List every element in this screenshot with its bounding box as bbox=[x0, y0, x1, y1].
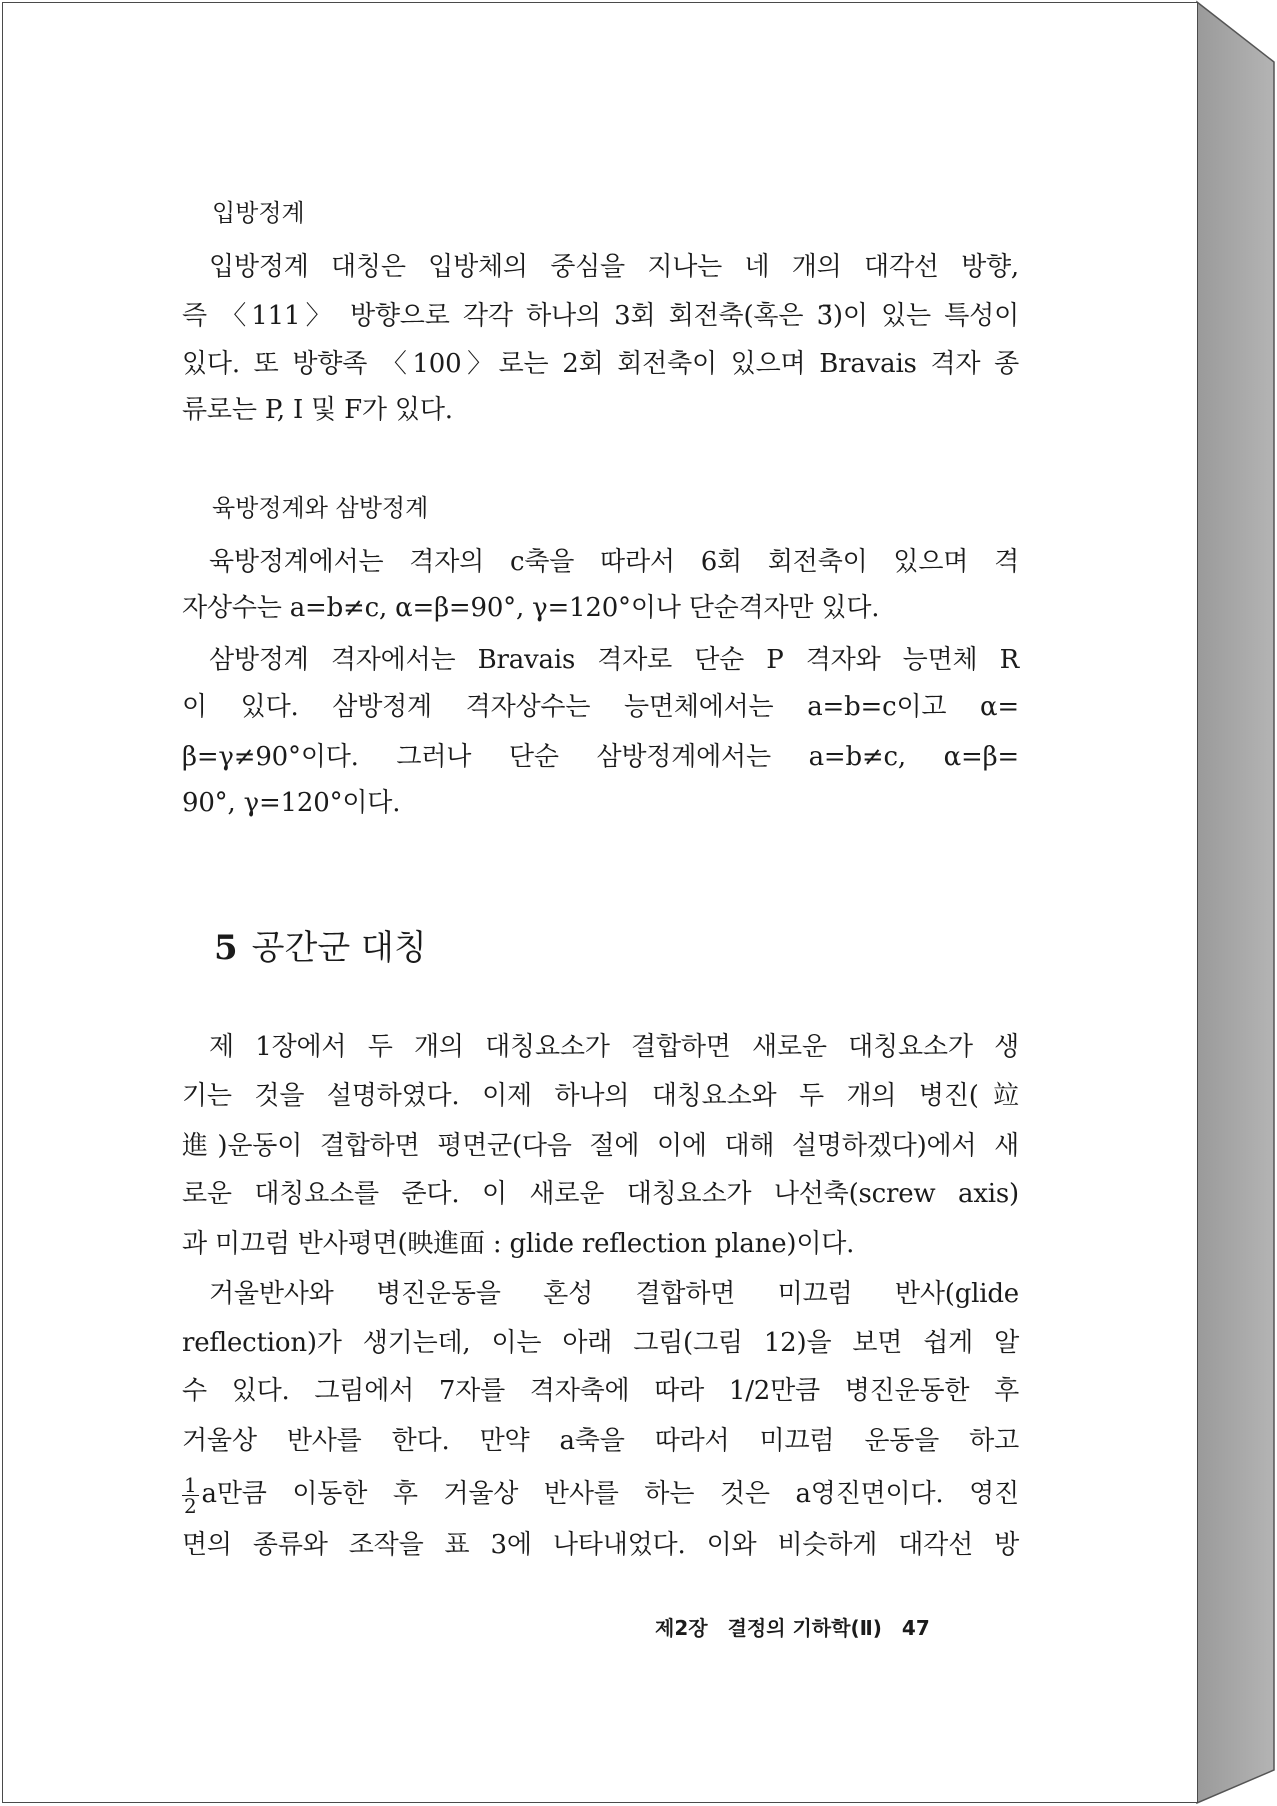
paragraph-line: 로운 대칭요소를 준다. 이 새로운 대칭요소가 나선축(screw axis) bbox=[182, 1179, 1019, 1209]
paragraph-line: 수 있다. 그림에서 7자를 격자축에 따라 1/2만큼 병진운동한 후 bbox=[182, 1376, 1019, 1406]
paragraph-line: 있다. 또 방향족 〈100〉로는 2회 회전축이 있으며 Bravais 격자 종 bbox=[182, 349, 1019, 379]
paragraph-line: 기는 것을 설명하였다. 이제 하나의 대칭요소와 두 개의 병진(竝 bbox=[182, 1081, 1019, 1111]
running-footer bbox=[655, 1612, 930, 1644]
paragraph-line: 삼방정계 격자에서는 Bravais 격자로 단순 P 격자와 능면체 R bbox=[209, 645, 1019, 675]
paragraph-line: reflection)가 생기는데, 이는 아래 그림(그림 12)을 보면 쉽게 알 bbox=[182, 1328, 1019, 1358]
paragraph-line: β=γ≠90°이다. 그러나 단순 삼방정계에서는 a=b≠c, α=β= bbox=[182, 742, 1019, 772]
paragraph-line: 육방정계에서는 격자의 c축을 따라서 6회 회전축이 있으며 격 bbox=[209, 547, 1019, 577]
section-title: 공간군 대칭 bbox=[251, 928, 427, 968]
paragraph-line: 거울반사와 병진운동을 혼성 결합하면 미끄럼 반사(glide bbox=[209, 1279, 1019, 1309]
paragraph-line: 거울상 반사를 한다. 만약 a축을 따라서 미끄럼 운동을 하고 bbox=[182, 1426, 1019, 1456]
paragraph-line-with-fraction bbox=[182, 1472, 1019, 1516]
page-number: 47 bbox=[901, 1616, 930, 1640]
paragraph-line: 입방정계 대칭은 입방체의 중심을 지나는 네 개의 대각선 방향, bbox=[209, 252, 1019, 282]
paragraph-line: 제 1장에서 두 개의 대칭요소가 결합하면 새로운 대칭요소가 생 bbox=[209, 1032, 1019, 1062]
page-stack-edge-shape bbox=[1197, 2, 1274, 1803]
paragraph-line: 자상수는 a=b≠c, α=β=90°, γ=120°이나 단순격자만 있다. bbox=[182, 593, 880, 623]
fraction-denominator: 2 bbox=[184, 1493, 197, 1518]
paragraph-line: 進)운동이 결합하면 평면군(다음 절에 이에 대해 설명하겠다)에서 새 bbox=[182, 1131, 1019, 1161]
section-heading bbox=[214, 926, 427, 970]
fraction-numerator: 1 bbox=[184, 1472, 197, 1497]
subsection-heading-cubic: 입방정계 bbox=[212, 199, 305, 227]
paragraph-line: 즉 〈111〉 방향으로 각각 하나의 3회 회전축(혹은 3̄)이 있는 특성이 bbox=[182, 301, 1019, 331]
paragraph-line: 류로는 P, I 및 F가 있다. bbox=[182, 395, 453, 425]
paragraph-line: 이 있다. 삼방정계 격자상수는 능면체에서는 a=b=c이고 α= bbox=[182, 692, 1019, 722]
subsection-heading-hexagonal-trigonal: 육방정계와 삼방정계 bbox=[212, 494, 429, 522]
paragraph-line-text: a만큼 이동한 후 거울상 반사를 하는 것은 a영진면이다. 영진 bbox=[201, 1479, 1019, 1509]
paragraph-line: 과 미끄럼 반사평면(映進面 : glide reflection plane)이다. bbox=[182, 1229, 855, 1259]
paragraph-line: 면의 종류와 조작을 표 3에 나타내었다. 이와 비슷하게 대각선 방 bbox=[182, 1530, 1019, 1560]
paragraph-line: 90°, γ=120°이다. bbox=[182, 788, 401, 818]
footer-chapter: 제2장 bbox=[655, 1616, 708, 1640]
footer-chapter-title: 결정의 기하학(Ⅱ) bbox=[727, 1616, 882, 1640]
section-number: 5 bbox=[214, 928, 238, 968]
fraction-one-half bbox=[182, 1472, 199, 1518]
